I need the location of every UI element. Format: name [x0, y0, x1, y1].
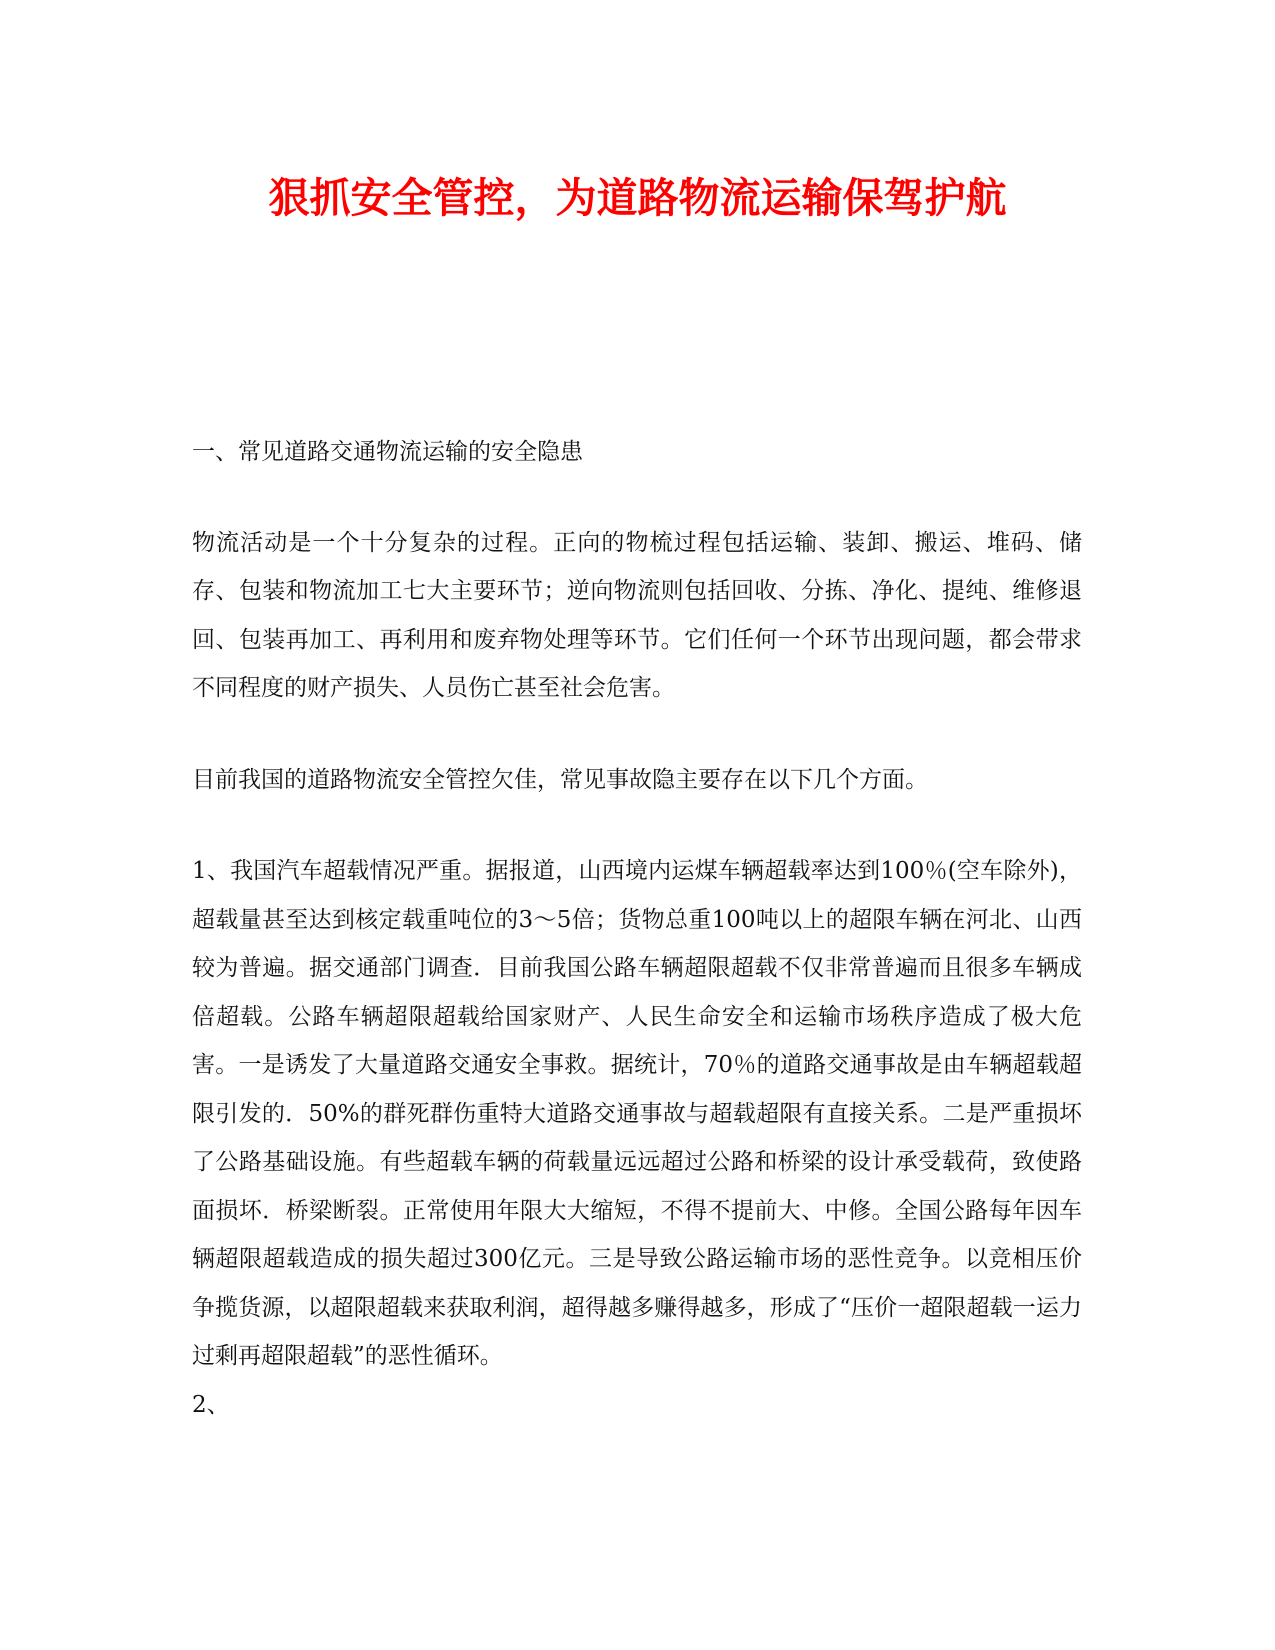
section-heading: 一、常见道路交通物流运输的安全隐患	[192, 439, 583, 465]
paragraph-item-2: 2、	[192, 1391, 230, 1418]
document-title: 狠抓安全管控，为道路物流运输保驾护航	[268, 174, 1007, 222]
paragraph-logistics-process: 物流活动是一个十分复杂的过程。正向的物梳过程包括运输、装卸、搬运、堆码、储存、包装和物流加工七大主要环节；逆向物流则包括回收、分拣、净化、提纯、维修退回、包装再加工、再利用和废弃物处理等环节。它们任何一个环节出现问题，都会带求不同程度的财产损失、人员伤亡甚至社会危害。	[192, 529, 1082, 701]
paragraph-overload: 1、我国汽车超载情况严重。据报道，山西境内运煤车辆超载率达到100％(空车除外)，超载量甚至达到核定载重吨位的3～5倍；货物总重100吨以上的超限车辆在河北、山西较为普遍。据交通部门调查．目前我国公路车辆超限超载不仅非常普遍而且很多车辆成倍超载。公路车辆超限超载给国家财产、人民生命安全和运输市场秩序造成了极大危害。一是诱发了大量道路交通安全事救。据统计，70％的道路交通事故是由车辆超载超限引发的．50%的群死群伤重特大道路交通事故与超载超限有直接关系。二是严重损坏了公路基础设施。有些超载车辆的荷载量远远超过公路和桥梁的设计承受载荷，致使路面损坏．桥梁断裂。正常使用年限大大缩短，不得不提前大、中修。全国公路每年因车辆超限超载造成的损失超过300亿元。三是导致公路运输市场的恶性竞争。以竞相压价争揽货源，以超限超载来获取利润，超得越多赚得越多，形成了“压价一超限超载一运力过剩再超限超载”的恶性循环。	[192, 858, 1082, 1369]
paragraph-safety-status: 目前我国的道路物流安全管控欠佳，常见事故隐主要存在以下几个方面。	[192, 766, 928, 793]
document-body	[192, 428, 1082, 1429]
